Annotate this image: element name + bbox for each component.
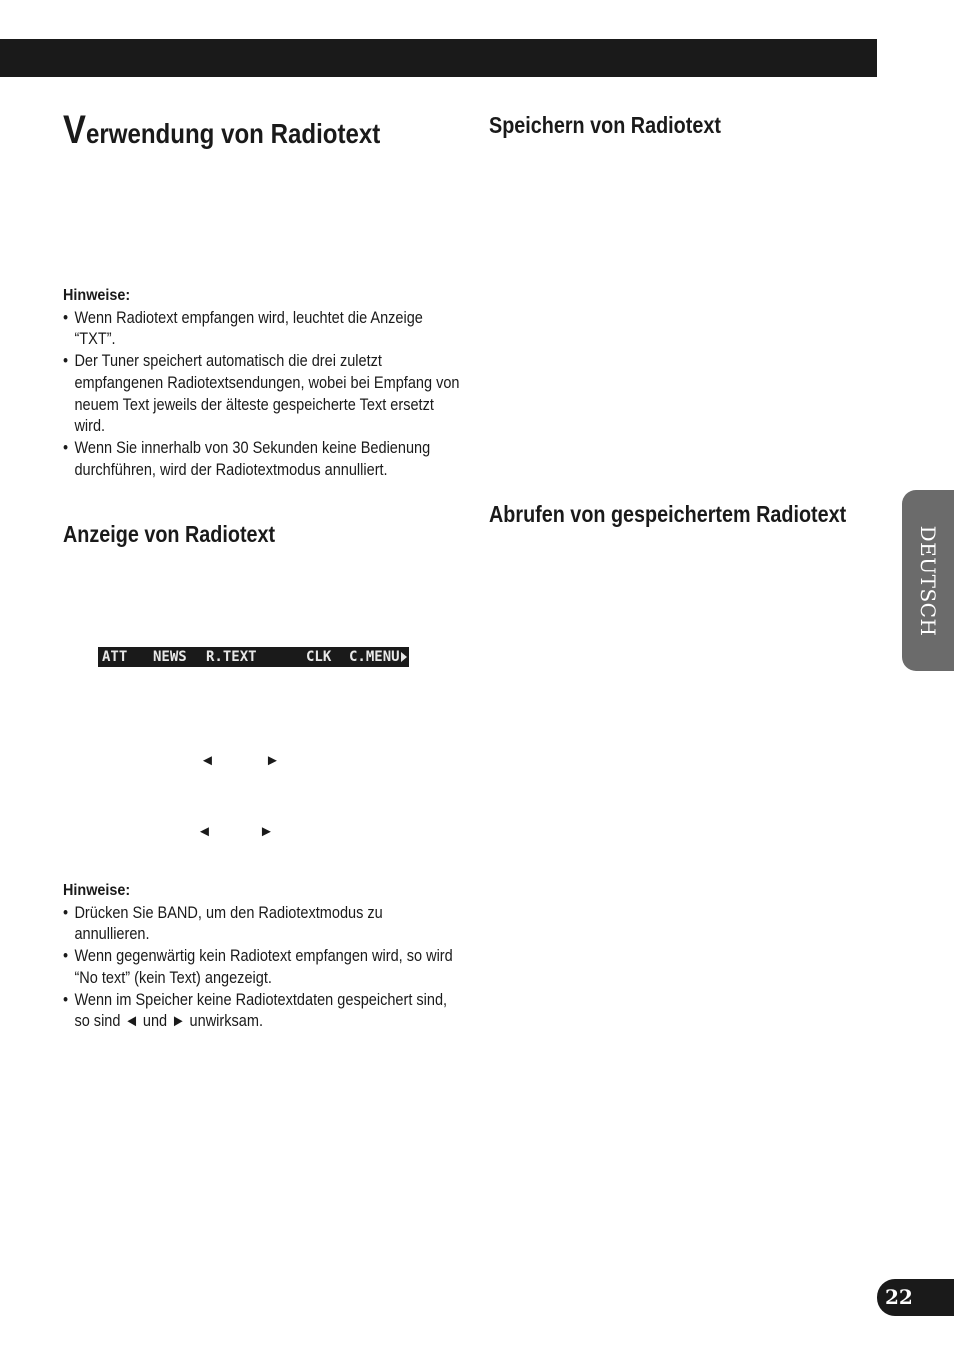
section-title-speichern: Speichern von Radiotext: [489, 112, 721, 138]
notes-list: [63, 308, 493, 482]
note-item: • Wenn Sie innerhalb von 30 Sekunden keine Bedienung durchführen, wird der Radiotextmodus annulliert.: [63, 438, 462, 481]
notes-block-2: [63, 880, 493, 1033]
display-arrow-right-icon: [401, 652, 407, 662]
left-arrow-icon: ◄: [197, 823, 212, 840]
display-news: NEWS: [153, 649, 187, 665]
header-bar: [0, 39, 877, 77]
page-number-badge: [877, 1279, 954, 1316]
display-rtext: R.TEXT: [206, 649, 257, 665]
language-tab: [902, 490, 954, 671]
display-cmenu: C.MENU: [349, 649, 400, 665]
left-arrow-icon: ◄: [200, 752, 215, 769]
section-title-abrufen: Abrufen von gespeichertem Radiotext: [489, 501, 847, 527]
notes-block-1: [63, 285, 493, 481]
note-item: • Drücken Sie BAND, um den Radiotextmodus zu annullieren.: [63, 903, 462, 946]
display-att: ATT: [102, 649, 128, 665]
title-initial: V: [63, 108, 86, 152]
notes-title: Hinweise:: [63, 287, 131, 304]
section-title-anzeige: Anzeige von Radiotext: [63, 521, 276, 547]
right-arrow-icon: ►: [259, 823, 274, 840]
language-tab-label: DEUTSCH: [916, 525, 940, 636]
page-number: 22: [885, 1285, 913, 1309]
display-clk: CLK: [306, 649, 332, 665]
notes-title: Hinweise:: [63, 882, 131, 899]
right-arrow-icon: ►: [265, 752, 280, 769]
note-item: • Wenn im Speicher keine Radiotextdaten gespeichert sind, so sind ◄ und ► unwirksam.: [63, 990, 462, 1033]
page-title: [63, 108, 380, 153]
notes-list: [63, 903, 493, 1033]
title-rest: erwendung von Radiotext: [85, 118, 381, 149]
note-item: • Der Tuner speichert automatisch die drei zuletzt empfangenen Radiotextsendungen, wobei bei Empfang von neuem Text jeweils der älteste gespeicherte Text ersetzt wird.: [63, 351, 462, 438]
function-display: [98, 647, 409, 667]
note-item: • Wenn gegenwärtig kein Radiotext empfangen wird, so wird “No text” (kein Text) angezeigt.: [63, 946, 462, 989]
note-item: • Wenn Radiotext empfangen wird, leuchtet die Anzeige “TXT”.: [63, 308, 462, 351]
